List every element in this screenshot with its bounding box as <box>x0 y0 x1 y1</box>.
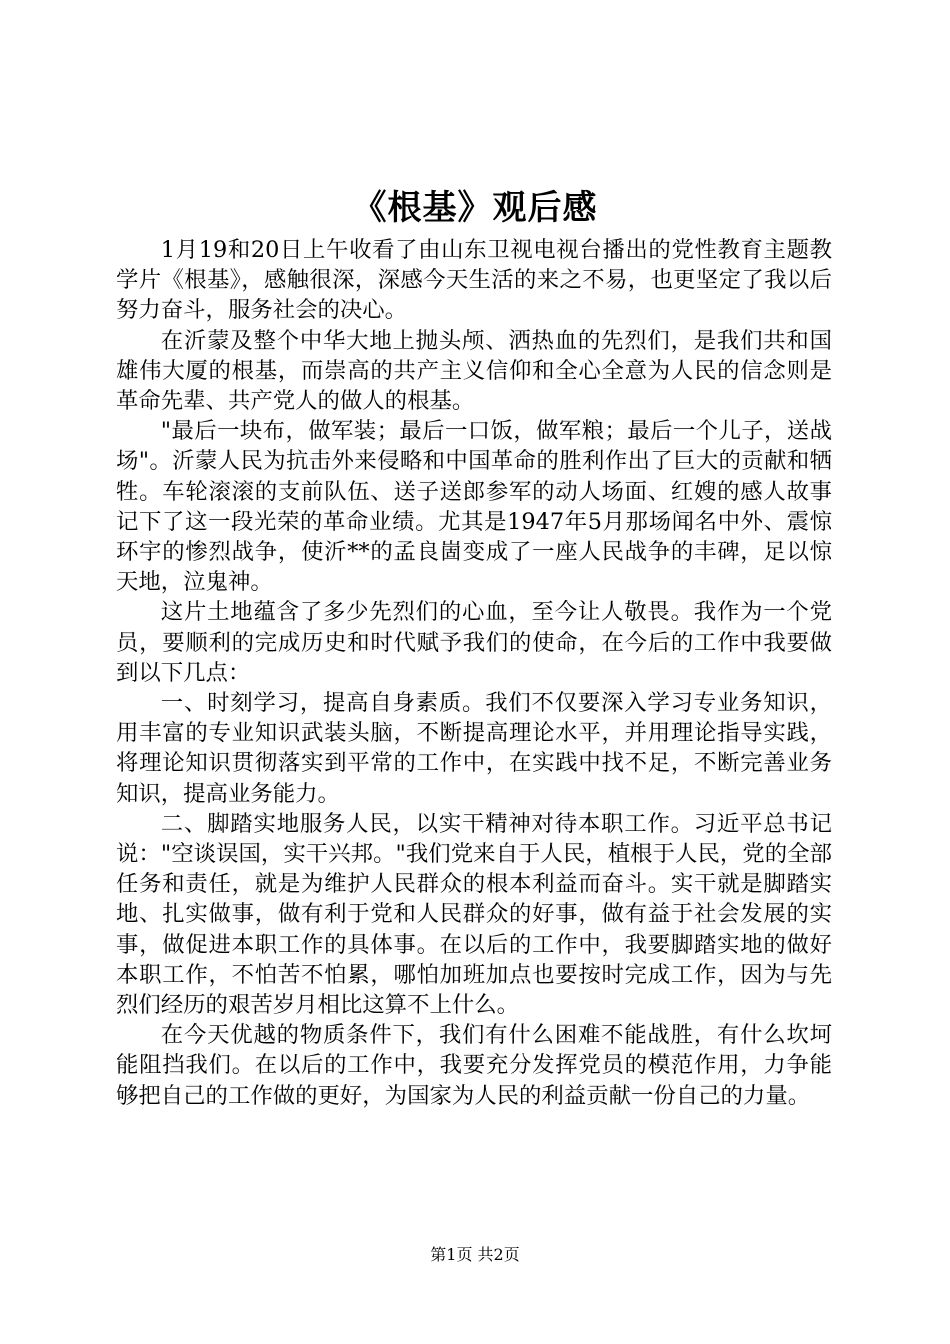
paragraph-4: 这片土地蕴含了多少先烈们的心血，至今让人敬畏。我作为一个党员，要顺利的完成历史和时代赋予我们的使命，在今后的工作中我要做到以下几点： <box>116 599 832 686</box>
paragraph-7: 在今天优越的物质条件下，我们有什么困难不能战胜，有什么坎坷能阻挡我们。在以后的工作中，我要充分发挥党员的模范作用，力争能够把自己的工作做的更好，为国家为人民的利益贡献一份自己的力量。 <box>116 1022 832 1109</box>
page-footer: 第1页 共2页 <box>430 1245 520 1264</box>
document-title: 《根基》观后感 <box>352 188 598 228</box>
paragraph-1: 1月19和20日上午收看了由山东卫视电视台播出的党性教育主题教学片《根基》，感触很深，深感今天生活的来之不易，也更坚定了我以后努力奋斗，服务社会的决心。 <box>116 237 832 324</box>
paragraph-5: 一、时刻学习，提高自身素质。我们不仅要深入学习专业务知识，用丰富的专业知识武装头脑，不断提高理论水平，并用理论指导实践，将理论知识贯彻落实到平常的工作中，在实践中找不足，不断完善业务知识，提高业务能力。 <box>116 690 832 807</box>
paragraph-3: "最后一块布，做军装；最后一口饭，做军粮；最后一个儿子，送战场"。沂蒙人民为抗击外来侵略和中国革命的胜利作出了巨大的贡献和牺牲。车轮滚滚的支前队伍、送子送郎参军的动人场面、红嫂的感人故事记下了这一段光荣的革命业绩。尤其是1947年5月那场闻名中外、震惊环宇的惨烈战争，使沂**的孟良崮变成了一座人民战争的丰碑，足以惊天地，泣鬼神。 <box>116 418 832 596</box>
paragraph-6: 二、脚踏实地服务人民，以实干精神对待本职工作。习近平总书记说："空谈误国，实干兴邦。"我们党来自于人民，植根于人民，党的全部任务和责任，就是为维护人民群众的根本利益而奋斗。实干就是脚踏实地、扎实做事，做有利于党和人民群众的好事，做有益于社会发展的实事，做促进本职工作的具体事。在以后的工作中，我要脚踏实地的做好本职工作，不怕苦不怕累，哪怕加班加点也要按时完成工作，因为与先烈们经历的艰苦岁月相比这算不上什么。 <box>116 810 832 1019</box>
document-body <box>116 235 832 1111</box>
paragraph-2: 在沂蒙及整个中华大地上抛头颅、洒热血的先烈们，是我们共和国雄伟大厦的根基，而崇高的共产主义信仰和全心全意为人民的信念则是革命先辈、共产党人的做人的根基。 <box>116 327 832 415</box>
